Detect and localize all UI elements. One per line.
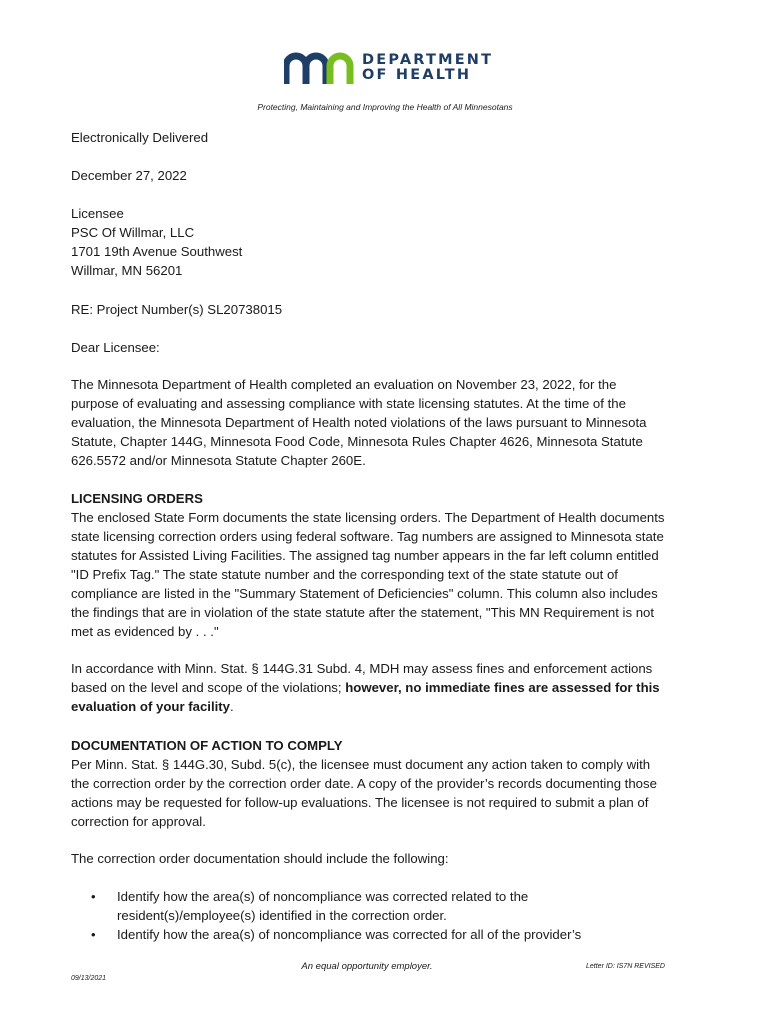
paragraph-line: Statute, Chapter 144G, Minnesota Food Code, Minnesota Rules Chapter 4626, Minnesota Statute bbox=[71, 434, 643, 449]
paragraph-line: the findings that are in violation of the state statute after the statement, "This MN Requirement is not bbox=[71, 605, 655, 620]
mn-logo-mark bbox=[284, 52, 354, 84]
paragraph-line: the correction order by the correction order date. A copy of the provider’s records documenting those bbox=[71, 776, 657, 791]
footer-equal-opportunity: An equal opportunity employer. bbox=[301, 961, 433, 972]
mdh-logo bbox=[284, 52, 493, 84]
bullet-line: • Identify how the area(s) of noncompliance was corrected related to the bbox=[117, 889, 529, 904]
address-line: Willmar, MN 56201 bbox=[71, 263, 183, 278]
documentation-section bbox=[71, 736, 703, 831]
paragraph-line: The Minnesota Department of Health completed an evaluation on November 23, 2022, for the bbox=[71, 377, 617, 392]
bullet-item bbox=[71, 887, 703, 925]
fines-text: based on the level and scope of the violations; bbox=[71, 680, 346, 695]
paragraph-line: Per Minn. Stat. § 144G.30, Subd. 5(c), the licensee must document any action taken to comply with bbox=[71, 757, 651, 772]
paragraph-line: purpose of evaluating and assessing compliance with state licensing statutes. At the time of the bbox=[71, 396, 626, 411]
fines-paragraph bbox=[71, 659, 703, 716]
footer-letter-id: Letter ID: IS7N REVISED bbox=[586, 963, 665, 970]
paragraph-line: statutes for Assisted Living Facilities. The assigned tag number appears in the far left column entitled bbox=[71, 548, 659, 563]
logo-text-of-health: OF HEALTH bbox=[362, 67, 472, 83]
paragraph-line: compliance are listed in the "Summary Statement of Deficiencies" column. This column also includes bbox=[71, 586, 658, 601]
bullet-item bbox=[71, 925, 703, 944]
letter-date: December 27, 2022 bbox=[71, 168, 187, 183]
paragraph-line bbox=[71, 678, 703, 697]
licensing-orders-heading: LICENSING ORDERS bbox=[71, 491, 203, 506]
tagline: Protecting, Maintaining and Improving the Health of All Minnesotans bbox=[257, 102, 513, 112]
paragraph-line: state licensing correction orders using federal software. Tag numbers are assigned to Minnesota state bbox=[71, 529, 664, 544]
address-line: PSC Of Willmar, LLC bbox=[71, 225, 195, 240]
intro-paragraph bbox=[71, 375, 703, 470]
recipient-address bbox=[71, 204, 703, 280]
paragraph-line: 626.5572 and/or Minnesota Statute Chapter 260E. bbox=[71, 453, 366, 468]
paragraph-line bbox=[71, 697, 703, 716]
bullet-line: resident(s)/employee(s) identified in the correction order. bbox=[117, 908, 447, 923]
delivery-method: Electronically Delivered bbox=[71, 130, 209, 145]
paragraph-line: correction for approval. bbox=[71, 814, 206, 829]
period: . bbox=[230, 699, 234, 714]
no-fines-notice: however, no immediate fines are assessed for this bbox=[345, 680, 660, 695]
paragraph-line: evaluation, the Minnesota Department of Health noted violations of the laws pursuant to Minnesota bbox=[71, 415, 647, 430]
salutation: Dear Licensee: bbox=[71, 340, 160, 355]
paragraph-line: "ID Prefix Tag." The state statute number and the corresponding text of the state statute out of bbox=[71, 567, 618, 582]
paragraph-line: met as evidenced by . . ." bbox=[71, 624, 219, 639]
no-fines-notice-end: evaluation of your facility bbox=[71, 699, 231, 714]
licensing-orders-section bbox=[71, 489, 703, 641]
paragraph-line: actions may be requested for follow-up evaluations. The licensee is not required to submit a plan of bbox=[71, 795, 649, 810]
bullet-line: • Identify how the area(s) of noncompliance was corrected for all of the provider’s bbox=[117, 927, 582, 942]
documentation-heading: DOCUMENTATION OF ACTION TO COMPLY bbox=[71, 738, 343, 753]
address-line: 1701 19th Avenue Southwest bbox=[71, 244, 243, 259]
logo-text-department: DEPARTMENT bbox=[362, 52, 494, 68]
footer-date: 09/13/2021 bbox=[71, 975, 107, 982]
documentation-bullet-list bbox=[71, 887, 703, 944]
address-line: Licensee bbox=[71, 206, 124, 221]
paragraph-line: The enclosed State Form documents the state licensing orders. The Department of Health documents bbox=[71, 510, 665, 525]
paragraph-line: In accordance with Minn. Stat. § 144G.31 Subd. 4, MDH may assess fines and enforcement actions bbox=[71, 661, 653, 676]
logo-wordmark bbox=[362, 53, 493, 83]
documentation-intro: The correction order documentation should include the following: bbox=[71, 851, 449, 866]
re-line: RE: Project Number(s) SL20738015 bbox=[71, 302, 283, 317]
